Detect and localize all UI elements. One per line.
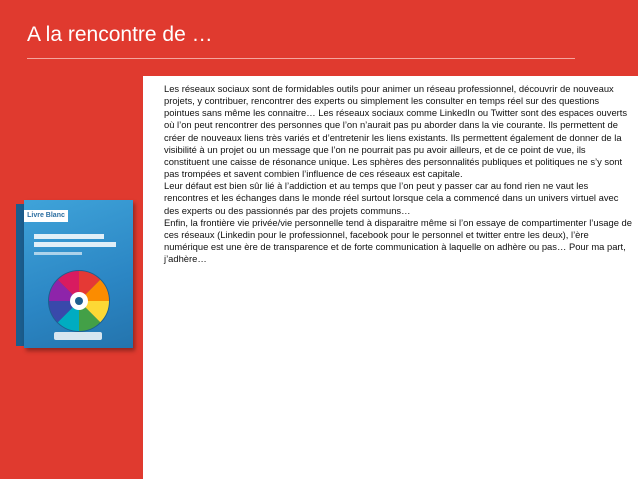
body-text [164,83,632,265]
book-cover [24,200,133,348]
social-wheel-icon [46,268,112,334]
book-tab-label: Livre Blanc [24,210,68,222]
book-title-line [34,242,116,247]
paragraph: Enfin, la frontière vie privée/vie personnelle tend à disparaitre même si l’on essaye de compartimenter l’usage de ces réseaux (Linkedin pour le professionnel, facebook pour le personnel et twitter entre les deux), l’ère numérique est une ère de transparence et de forte communication à laquelle on adhère ou pas… Pour ma part, j’adhère… [164,216,632,265]
wheel-stand [54,332,102,340]
paragraph: Leur défaut est bien sûr lié à l’addiction et au temps que l’on peut y passer car au fond rien ne vaut les rencontres et les échanges dans le monde réel surtout lorsque cela a commencé dans un univers virtuel avec des experts ou des passionnés par des projets communs… [164,180,619,216]
slide-title: A la rencontre de … [27,23,213,46]
title-divider [27,58,575,59]
paragraph: Les réseaux sociaux sont de formidables outils pour animer un réseau professionnel, découvrir de nouveaux projets, y contribuer, rencontrer des experts ou simplement les consulter en temps réel sur des questions pointues sans même les connaitre… Les réseaux sociaux comme LinkedIn ou Twitter sont des espaces ouverts où l’on peut rencontrer des personnes que l’on n’aurait pas pu aborder dans la vie courante. Ils permettent de créer de nouveaux liens très variés et d’entretenir les liens existants. Ils permettent également de donner de la visibilité à un projet ou un message que l’on ne pourrait pas pu avoir ailleurs, et de ce point de vue, ils constituent une caisse de résonance unique. Les sphères des personnalités publiques et politiques ne s’y sont pas trompées et savent combien l’influence de ces réseaux est capitale. [164,83,628,180]
book-cover-illustration [16,200,133,348]
book-title-line [34,234,104,239]
book-subtitle-line [34,252,82,255]
